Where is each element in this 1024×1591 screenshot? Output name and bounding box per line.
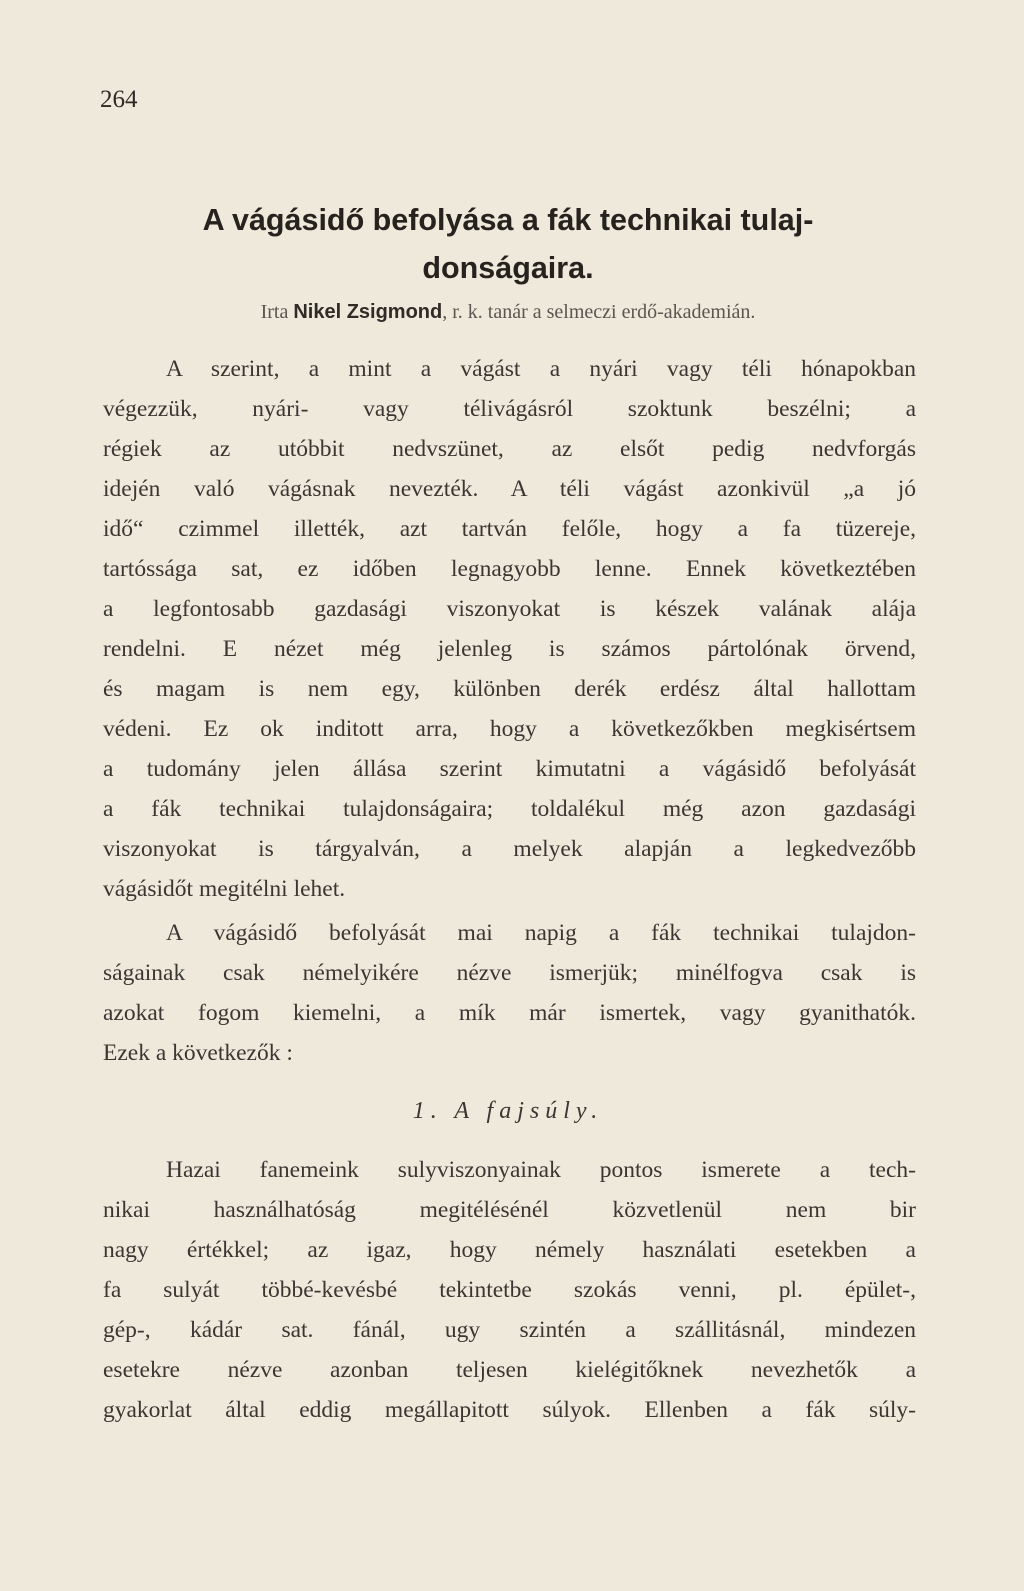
text-line: fa sulyát többé-kevésbé tekintetbe szokás venni, pl. épület-, [103, 1277, 916, 1303]
text-line: vágásidőt megitélni lehet. [103, 876, 346, 902]
text-line: rendelni. E nézet még jelenleg is számos pártolónak örvend, [103, 636, 916, 662]
byline-suffix: , r. k. tanár a selmeczi erdő-akademián. [442, 301, 756, 323]
text-line: azokat fogom kiemelni, a mík már ismertek, vagy gyanithatók. [103, 1000, 916, 1026]
paragraph-1 [103, 349, 916, 909]
text-line: ságainak csak némelyikére nézve ismerjük; minélfogva csak is [103, 960, 916, 986]
text-line: a tudomány jelen állása szerint kimutatni a vágásidő befolyását [103, 756, 916, 782]
text-line: gyakorlat által eddig megállapitott súlyok. Ellenben a fák súly- [103, 1397, 916, 1423]
byline-prefix: Irta [260, 301, 289, 323]
text-line: idő“ czimmel illették, azt tartván felőle, hogy a fa tüzereje, [103, 516, 916, 542]
text-line: idején való vágásnak nevezték. A téli vágást azonkivül „a jó [103, 476, 916, 502]
text-line: viszonyokat is tárgyalván, a melyek alapján a legkedvezőbb [103, 836, 916, 862]
text-line: Hazai fanemeink sulyviszonyainak pontos ismerete a tech- [166, 1157, 916, 1183]
text-line: nikai használhatóság megitélésénél közvetlenül nem bir [103, 1197, 916, 1223]
text-line: A vágásidő befolyását mai napig a fák technikai tulajdon- [166, 920, 916, 946]
section-heading: 1. A fajsúly. [412, 1098, 604, 1124]
text-line: és magam is nem egy, különben derék erdész által hallottam [103, 676, 916, 702]
text-line: gép-, kádár sat. fánál, ugy szintén a szállitásnál, mindezen [103, 1317, 916, 1343]
text-line: végezzük, nyári- vagy télivágásról szoktunk beszélni; a [103, 396, 916, 422]
paragraph-3 [103, 1150, 916, 1430]
article-title [100, 196, 916, 292]
text-line: tartóssága sat, ez időben legnagyobb lenne. Ennek következtében [103, 556, 916, 582]
title-line-1: A vágásidő befolyása a fák technikai tulaj- [202, 203, 814, 237]
title-line-2: donságaira. [422, 251, 594, 285]
text-line: a fák technikai tulajdonságaira; toldalékul még azon gazdasági [103, 796, 916, 822]
text-line: A szerint, a mint a vágást a nyári vagy téli hónapokban [166, 356, 916, 382]
text-line: régiek az utóbbit nedvszünet, az elsőt pedig nedvforgás [103, 436, 916, 462]
text-line: nagy értékkel; az igaz, hogy némely használati esetekben a [103, 1237, 916, 1263]
text-line: esetekre nézve azonban teljesen kielégitőknek nevezhetők a [103, 1357, 916, 1383]
text-line: védeni. Ez ok inditott arra, hogy a következőkben megkisértsem [103, 716, 916, 742]
author-name: Nikel Zsigmond [293, 301, 443, 323]
page-number: 264 [100, 86, 138, 113]
text-line: Ezek a következők : [103, 1040, 293, 1066]
text-line: a legfontosabb gazdasági viszonyokat is készek valának alája [103, 596, 916, 622]
paragraph-2 [103, 913, 916, 1073]
byline [100, 301, 916, 324]
